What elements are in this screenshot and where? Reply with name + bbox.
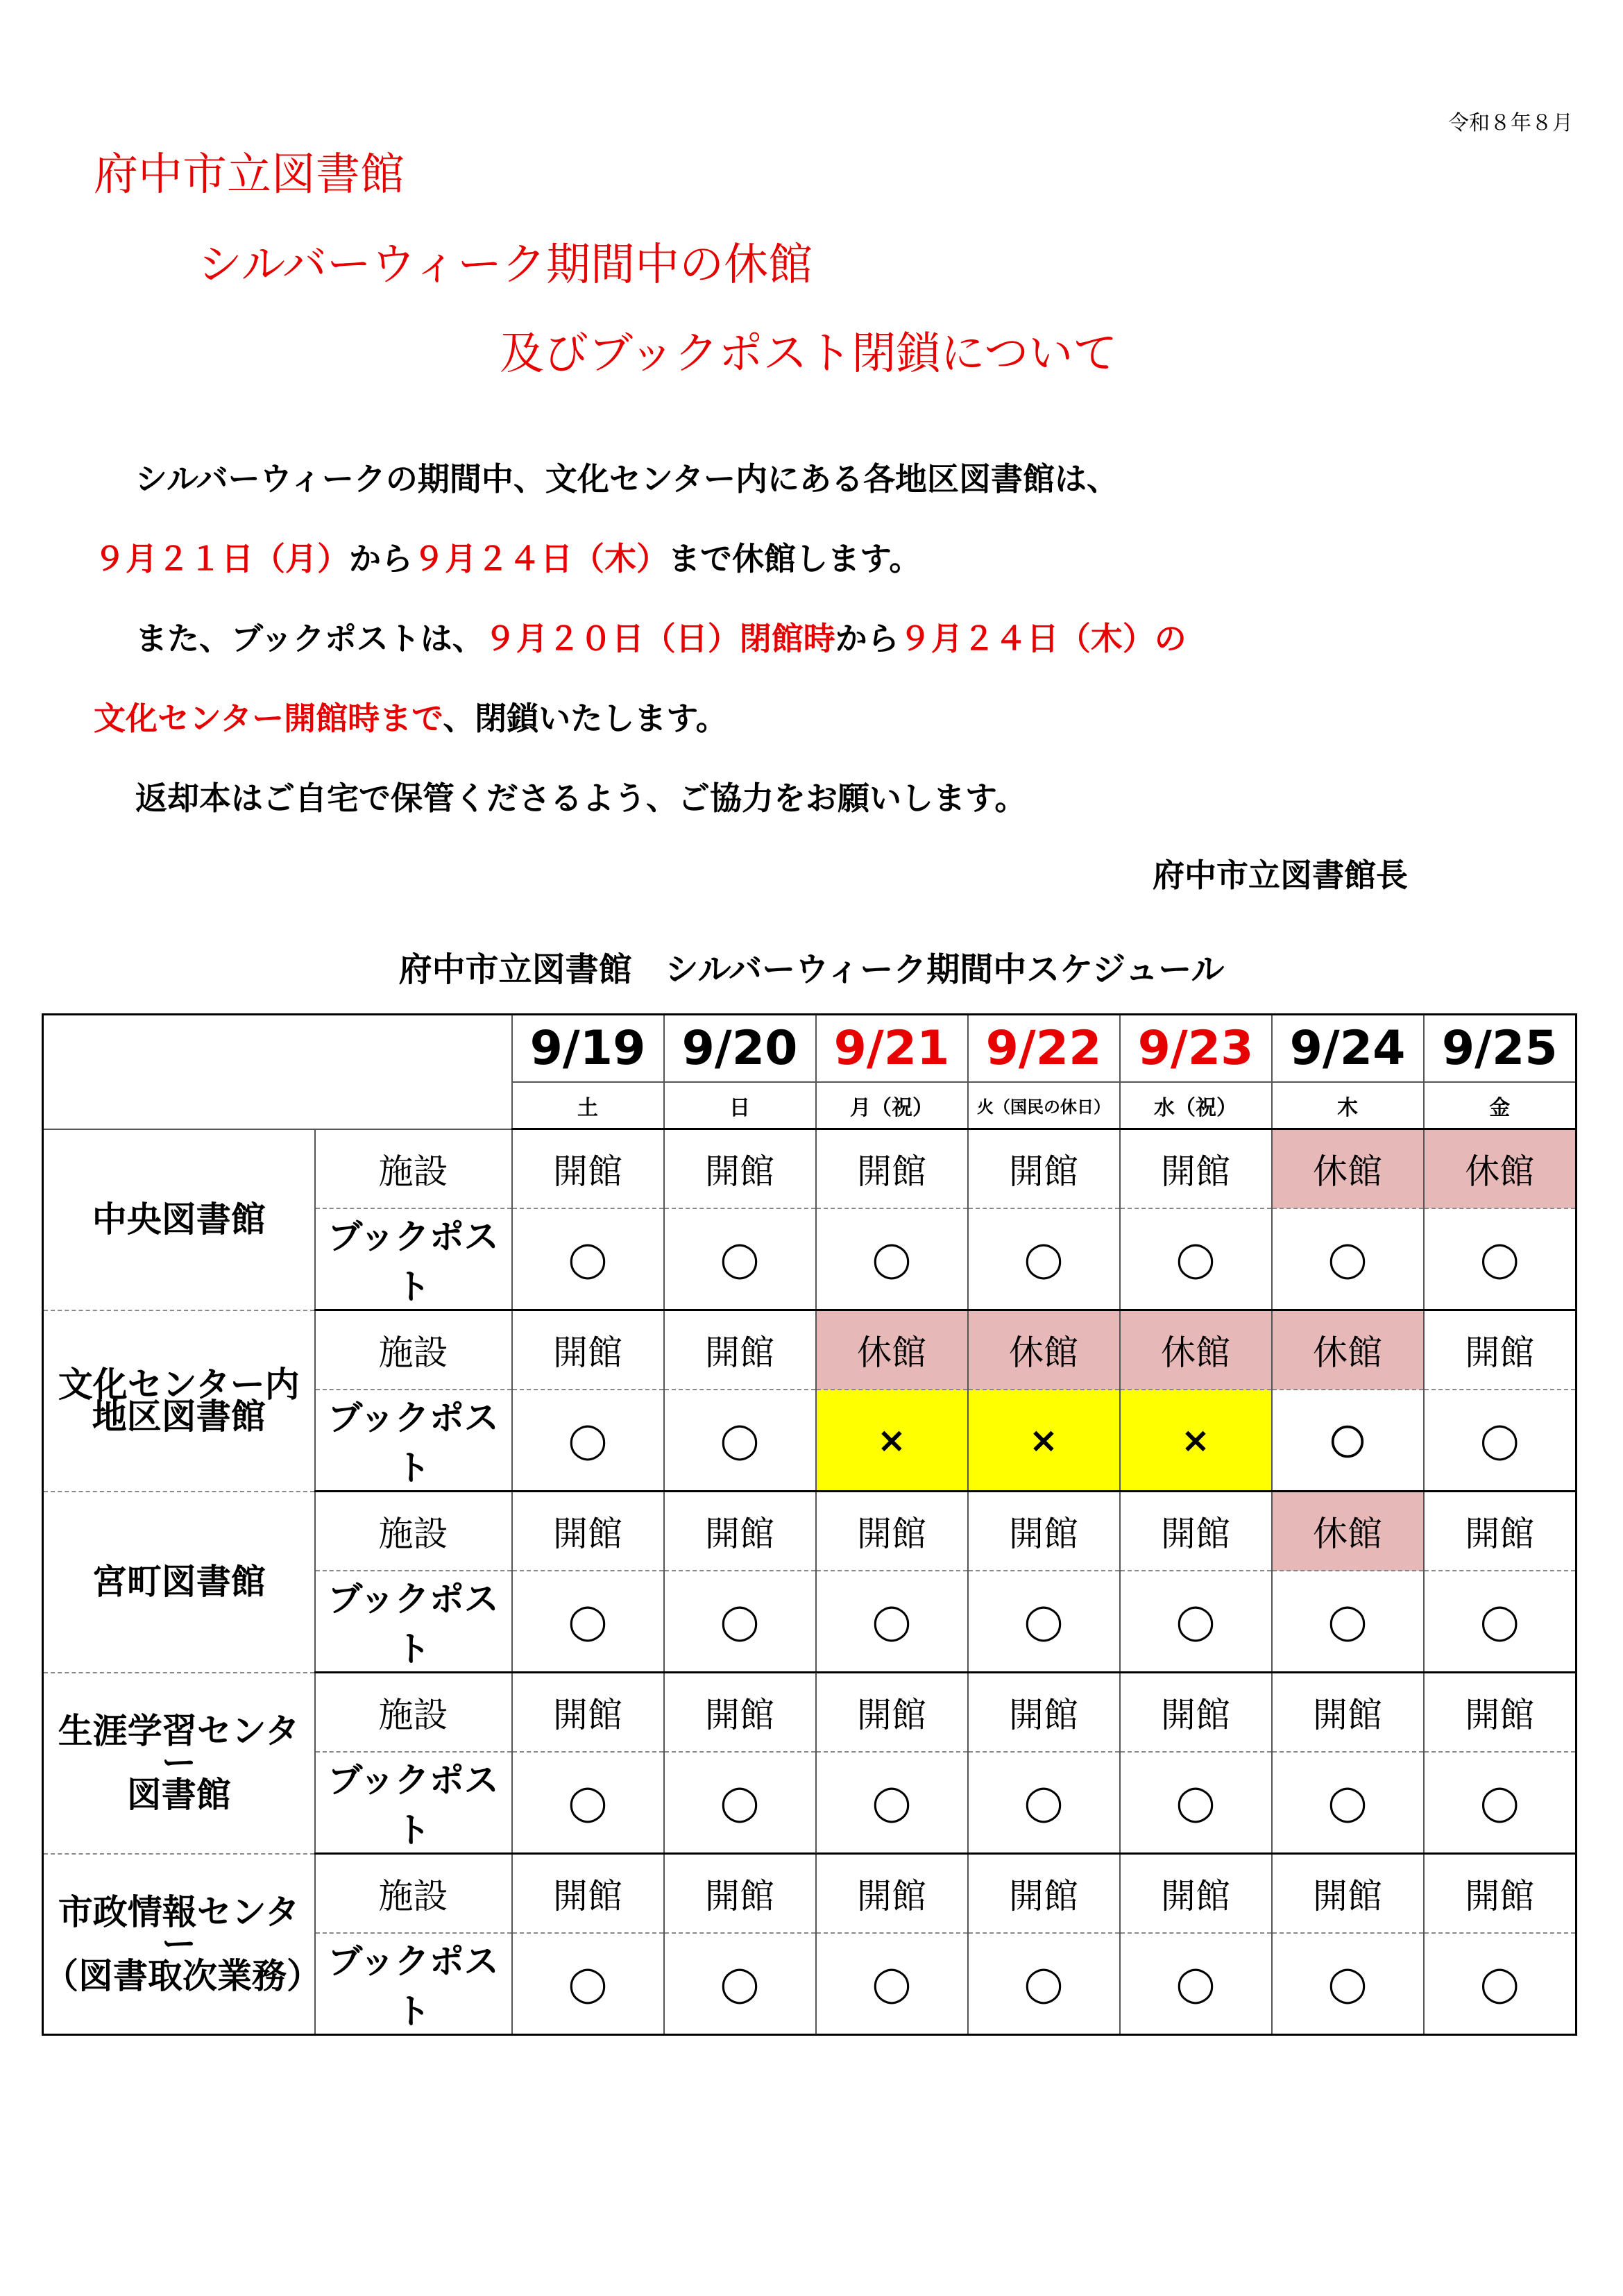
bookpost-cell: ◯ — [1272, 1933, 1424, 2035]
bookpost-cell: ◯ — [664, 1390, 816, 1492]
status-cell: 開館 — [664, 1673, 816, 1753]
library-name — [43, 1854, 321, 2035]
row-label-facility: 施設 — [315, 1854, 512, 1934]
row-label-bookpost: ブックポスト — [315, 1933, 512, 2035]
bookpost-cell: ◯ — [1272, 1208, 1424, 1310]
status-cell: 休館 — [1120, 1310, 1272, 1390]
paragraph-2 — [94, 519, 1481, 599]
bookpost-cell: ◯ — [968, 1752, 1120, 1854]
bookpost-closed-cell: × — [1120, 1390, 1272, 1492]
weekday-header: 火（国民の休日） — [968, 1082, 1120, 1129]
bookpost-cell: ◯ — [1120, 1933, 1272, 2035]
status-cell: 開館 — [512, 1673, 664, 1753]
status-cell: 開館 — [512, 1854, 664, 1934]
bookpost-reopen: 文化センター開館時まで — [94, 700, 443, 737]
notice-body — [94, 439, 1481, 838]
weekday-header: 日 — [664, 1082, 816, 1129]
bookpost-cell: ◯ — [1120, 1571, 1272, 1673]
bookpost-cell: ◯ — [512, 1208, 664, 1310]
bookpost-cell: ◯ — [968, 1933, 1120, 2035]
bookpost-cell: ◯ — [512, 1752, 664, 1854]
signature: 府中市立図書館長 — [1153, 856, 1408, 894]
status-cell: 開館 — [816, 1129, 968, 1209]
text-bookpost: また、ブックポストは、 — [135, 620, 484, 657]
status-cell: 開館 — [512, 1492, 664, 1571]
library-name — [43, 1310, 315, 1492]
facility-row — [43, 1673, 1577, 1753]
status-cell: 休館 — [968, 1310, 1120, 1390]
closure-start-date: ９月２１日（月） — [94, 540, 349, 577]
bookpost-cell: ◯ — [1424, 1933, 1577, 2035]
bookpost-cell: ◯ — [816, 1571, 968, 1673]
bookpost-cell: ◯ — [1120, 1752, 1272, 1854]
closure-end-date: ９月２４日（木） — [413, 540, 668, 577]
status-cell: 休館 — [1272, 1129, 1424, 1209]
library-name-line: 生涯学習センター — [58, 1711, 300, 1783]
facility-row — [43, 1492, 1577, 1571]
row-label-facility: 施設 — [315, 1129, 512, 1209]
status-cell: 開館 — [816, 1854, 968, 1934]
bookpost-cell: ◯ — [1272, 1752, 1424, 1854]
bookpost-cell: ◯ — [1424, 1208, 1577, 1310]
status-cell: 開館 — [664, 1129, 816, 1209]
title-line-3: 及びブックポスト閉鎖について — [500, 328, 1118, 380]
status-cell: 開館 — [512, 1129, 664, 1209]
bookpost-cell: ◯ — [512, 1571, 664, 1673]
facility-row — [43, 1854, 1577, 1934]
status-cell: 開館 — [1272, 1854, 1424, 1934]
status-cell: 休館 — [1424, 1129, 1577, 1209]
paragraph-4 — [94, 679, 1481, 759]
bookpost-cell: ◯ — [664, 1571, 816, 1673]
row-label-bookpost: ブックポスト — [315, 1208, 512, 1310]
status-cell: 開館 — [1272, 1673, 1424, 1753]
bookpost-close-end: ９月２４日（木）の — [899, 620, 1187, 657]
status-cell: 開館 — [1120, 1129, 1272, 1209]
paragraph-5: 返却本はご自宅で保管くださるよう、ご協力をお願いします。 — [135, 779, 1027, 817]
bookpost-cell: ◯ — [816, 1752, 968, 1854]
library-name-line: 図書館 — [126, 1775, 231, 1815]
status-cell: 開館 — [664, 1310, 816, 1390]
status-cell: 開館 — [816, 1492, 968, 1571]
library-name-line: 市政情報センター — [58, 1891, 300, 1964]
bookpost-cell: ◯ — [664, 1933, 816, 2035]
status-cell: 開館 — [968, 1854, 1120, 1934]
library-name — [43, 1129, 315, 1310]
row-label-bookpost: ブックポスト — [315, 1390, 512, 1492]
text-closed: 、閉鎖いたします。 — [443, 700, 728, 737]
schedule-title: 府中市立図書館 シルバーウィーク期間中スケジュール — [398, 950, 1225, 989]
bookpost-cell: ◯ — [1120, 1208, 1272, 1310]
status-cell: 開館 — [1120, 1854, 1272, 1934]
library-name-line: 文化センター内 — [58, 1365, 300, 1405]
header-corner — [43, 1015, 512, 1129]
bookpost-closed-cell: × — [816, 1390, 968, 1492]
row-label-facility: 施設 — [315, 1310, 512, 1390]
date-header-row — [43, 1015, 1577, 1083]
bookpost-closed-cell: × — [968, 1390, 1120, 1492]
bookpost-cell: ◯ — [1272, 1571, 1424, 1673]
status-cell: 開館 — [816, 1673, 968, 1753]
weekday-header: 月（祝） — [816, 1082, 968, 1129]
status-cell: 開館 — [664, 1492, 816, 1571]
issue-date: 令和８年８月 — [1448, 111, 1573, 135]
schedule-table — [42, 1013, 1577, 2036]
status-cell: 開館 — [1424, 1854, 1577, 1934]
bookpost-close-start: ９月２０日（日）閉館時 — [484, 620, 835, 657]
paragraph-1: シルバーウィークの期間中、文化センター内にある各地区図書館は、 — [135, 460, 1119, 498]
status-cell: 開館 — [1120, 1492, 1272, 1571]
date-header: 9/23 — [1120, 1015, 1272, 1083]
weekday-header: 土 — [512, 1082, 664, 1129]
row-label-facility: 施設 — [315, 1673, 512, 1753]
weekday-header: 水（祝） — [1120, 1082, 1272, 1129]
bookpost-cell: ◯ — [816, 1208, 968, 1310]
status-cell: 開館 — [968, 1492, 1120, 1571]
status-cell: 開館 — [1120, 1673, 1272, 1753]
status-cell: 休館 — [816, 1310, 968, 1390]
date-header: 9/25 — [1424, 1015, 1577, 1083]
text-from: から — [349, 540, 413, 577]
status-cell: 開館 — [664, 1854, 816, 1934]
bookpost-cell: ◯ — [1424, 1571, 1577, 1673]
status-cell: 開館 — [512, 1310, 664, 1390]
date-header: 9/20 — [664, 1015, 816, 1083]
bookpost-cell: ◯ — [968, 1571, 1120, 1673]
bookpost-cell: ◯ — [816, 1933, 968, 2035]
library-name — [43, 1492, 315, 1673]
facility-row — [43, 1310, 1577, 1390]
row-label-facility: 施設 — [315, 1492, 512, 1571]
row-label-bookpost: ブックポスト — [315, 1752, 512, 1854]
status-cell: 休館 — [1272, 1492, 1424, 1571]
status-cell: 開館 — [968, 1129, 1120, 1209]
date-header: 9/19 — [512, 1015, 664, 1083]
paragraph-3 — [94, 599, 1481, 679]
facility-row — [43, 1129, 1577, 1209]
status-cell: 休館 — [1272, 1310, 1424, 1390]
status-cell: 開館 — [1424, 1492, 1577, 1571]
bookpost-cell: ◯ — [664, 1208, 816, 1310]
bookpost-cell: ◯ — [512, 1390, 664, 1492]
weekday-header: 金 — [1424, 1082, 1577, 1129]
title-line-1: 府中市立図書館 — [94, 149, 405, 201]
library-name-line: 宮町図書館 — [92, 1562, 266, 1602]
bookpost-cell: ◯ — [968, 1208, 1120, 1310]
date-header: 9/21 — [816, 1015, 968, 1083]
bookpost-cell: ◯ — [1424, 1390, 1577, 1492]
library-name-line: 地区図書館 — [92, 1396, 266, 1437]
title-line-2: シルバーウィーク期間中の休館 — [198, 239, 813, 291]
status-cell: 開館 — [1424, 1310, 1577, 1390]
bookpost-cell: ◯ — [664, 1752, 816, 1854]
text-from-2: から — [835, 620, 899, 657]
library-name-line: （図書取次業務） — [44, 1955, 321, 1996]
bookpost-cell: ◯ — [512, 1933, 664, 2035]
date-header: 9/22 — [968, 1015, 1120, 1083]
text-until: まで休館します。 — [668, 540, 921, 577]
bookpost-cell: ◯ — [1424, 1752, 1577, 1854]
bookpost-reopen-cell: 〇 — [1272, 1390, 1424, 1492]
date-header: 9/24 — [1272, 1015, 1424, 1083]
weekday-header: 木 — [1272, 1082, 1424, 1129]
library-name — [43, 1673, 315, 1854]
status-cell: 開館 — [968, 1673, 1120, 1753]
status-cell: 開館 — [1424, 1673, 1577, 1753]
row-label-bookpost: ブックポスト — [315, 1571, 512, 1673]
library-name-line: 中央図書館 — [92, 1199, 266, 1240]
